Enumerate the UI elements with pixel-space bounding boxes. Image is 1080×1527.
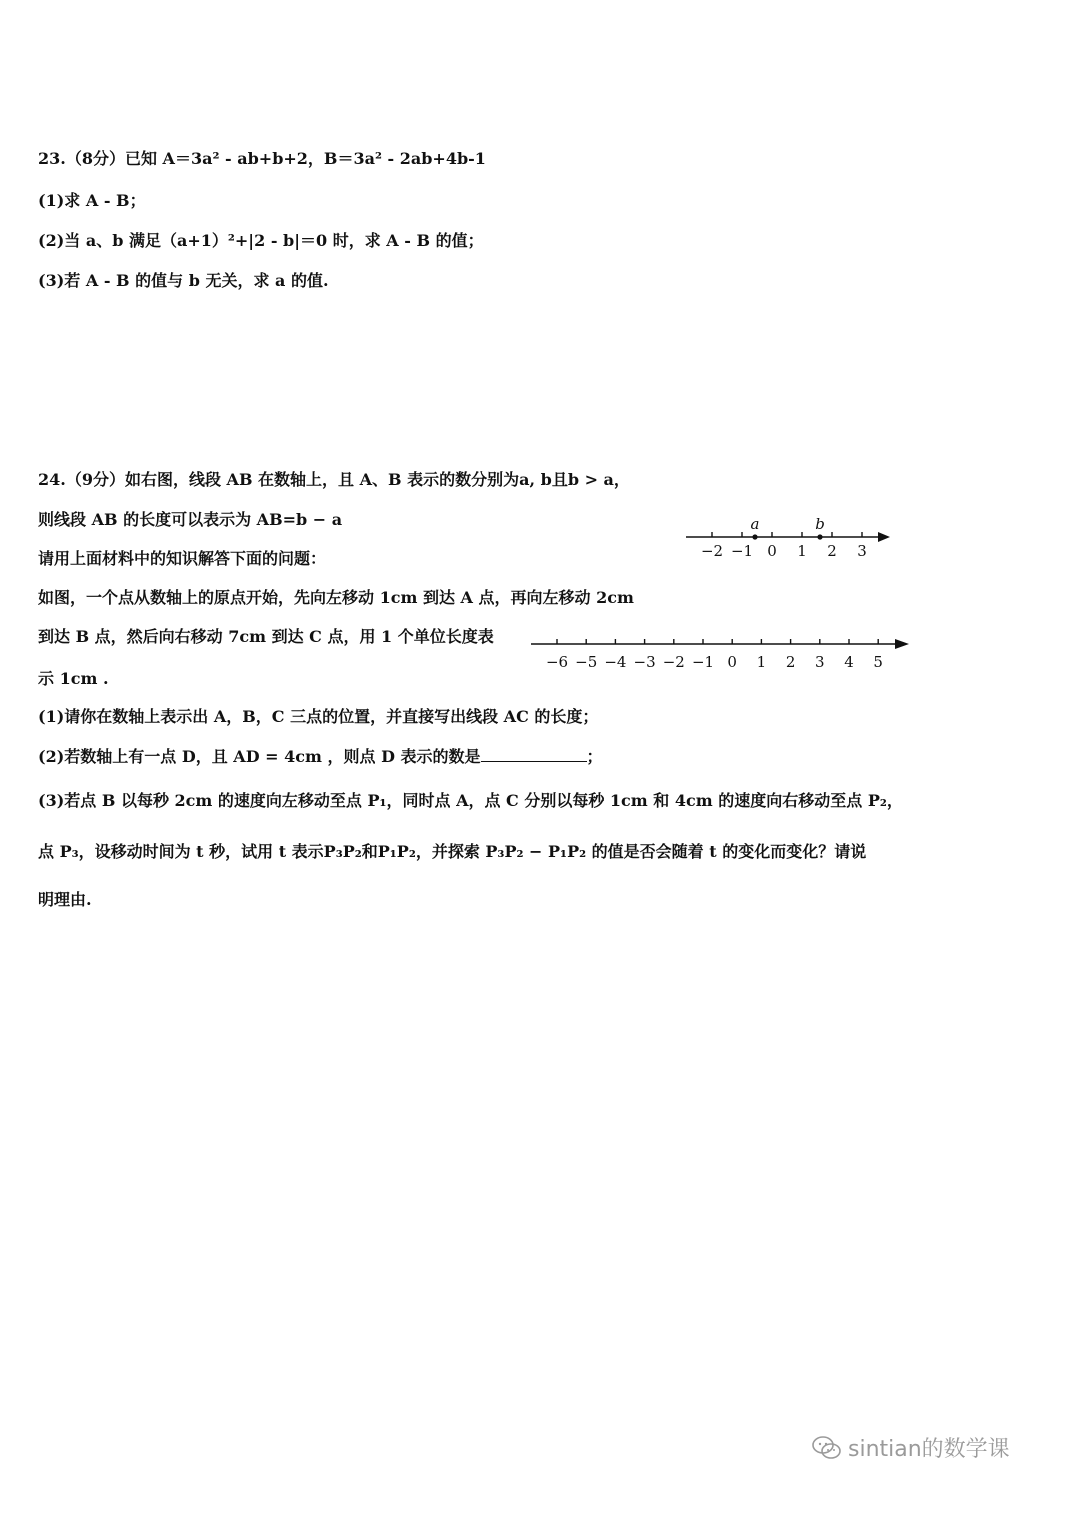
q24-line4: 如图，一个点从数轴上的原点开始，先向左移动 1cm 到达 A 点，再向左移动 2cm [38, 588, 634, 607]
axis2-tick-label: −6 [545, 653, 569, 671]
q24-part1: (1)请你在数轴上表示出 A，B，C 三点的位置，并直接写出线段 AC 的长度； [38, 707, 599, 726]
point-a-label: a [750, 515, 760, 533]
number-line-ab [680, 510, 900, 566]
q24-line6: 示 1cm . [38, 669, 109, 688]
axis1-tick-label: 1 [797, 542, 807, 560]
q24-part3-line2: 点 P₃，设移动时间为 t 秒，试用 t 表示P₃P₂和P₁P₂，并探索 P₃P₂ − P₁P₂ 的值是否会随着 t 的变化而变化？请说 [38, 842, 867, 861]
q23-part2: (2)当 a、b 满足（a+1）²+|2 - b|＝0 时，求 A - B 的值； [38, 231, 484, 250]
axis2-tick-label: 3 [815, 653, 825, 671]
axis2-tick-label: 5 [873, 653, 883, 671]
axis2-tick-label: 2 [785, 653, 796, 671]
q24-line3: 请用上面材料中的知识解答下面的问题： [38, 549, 327, 568]
q23-title: 23.（8分）已知 A＝3a² - ab+b+2，B＝3a² - 2ab+4b-1 [38, 149, 486, 168]
number-line-main [525, 630, 915, 676]
axis1-tick-label: 3 [857, 542, 867, 560]
axis1-tick-label: 2 [827, 542, 837, 560]
q23-part3: (3)若 A - B 的值与 b 无关，求 a 的值. [38, 271, 329, 290]
axis2-tick-label: −3 [633, 653, 656, 671]
axis1-tick-label: −1 [730, 542, 754, 560]
watermark [812, 1432, 1010, 1463]
q24-line5: 到达 B 点，然后向右移动 7cm 到达 C 点，用 1 个单位长度表 [38, 627, 494, 646]
point-b [817, 534, 822, 539]
axis2-tick-label: −5 [575, 653, 598, 671]
q24-line2: 则线段 AB 的长度可以表示为 AB=b − a [38, 510, 343, 529]
q24-part3-line1: (3)若点 B 以每秒 2cm 的速度向左移动至点 P₁，同时点 A，点 C 分别以每秒 1cm 和 4cm 的速度向右移动至点 P₂， [38, 791, 903, 810]
axis1-tick-label: −2 [700, 542, 724, 560]
axis2-tick-label: 1 [756, 653, 767, 671]
axis1-tick-label: 0 [767, 542, 777, 560]
q24-title: 24.（9分）如右图，线段 AB 在数轴上，且 A、B 表示的数分别为a, b且b > a， [38, 470, 630, 489]
q23-part1: (1)求 A - B； [38, 191, 146, 210]
point-a [752, 534, 757, 539]
axis2-tick-label: 0 [727, 653, 737, 671]
answer-blank[interactable] [481, 745, 587, 762]
q24-part2: (2)若数轴上有一点 D，且 AD = 4cm ，则点 D 表示的数是 ； [38, 747, 603, 766]
q24-part3-line3: 明理由. [38, 890, 92, 909]
axis2-tick-label: −2 [662, 653, 685, 671]
watermark-text: sintian的数学课 [848, 1437, 1010, 1462]
axis2-tick-label: −4 [604, 653, 627, 671]
point-b-label: b [815, 515, 825, 533]
axis2-tick-label: 4 [844, 653, 854, 671]
axis2-tick-label: −1 [691, 653, 715, 671]
wechat-icon [812, 1435, 842, 1461]
